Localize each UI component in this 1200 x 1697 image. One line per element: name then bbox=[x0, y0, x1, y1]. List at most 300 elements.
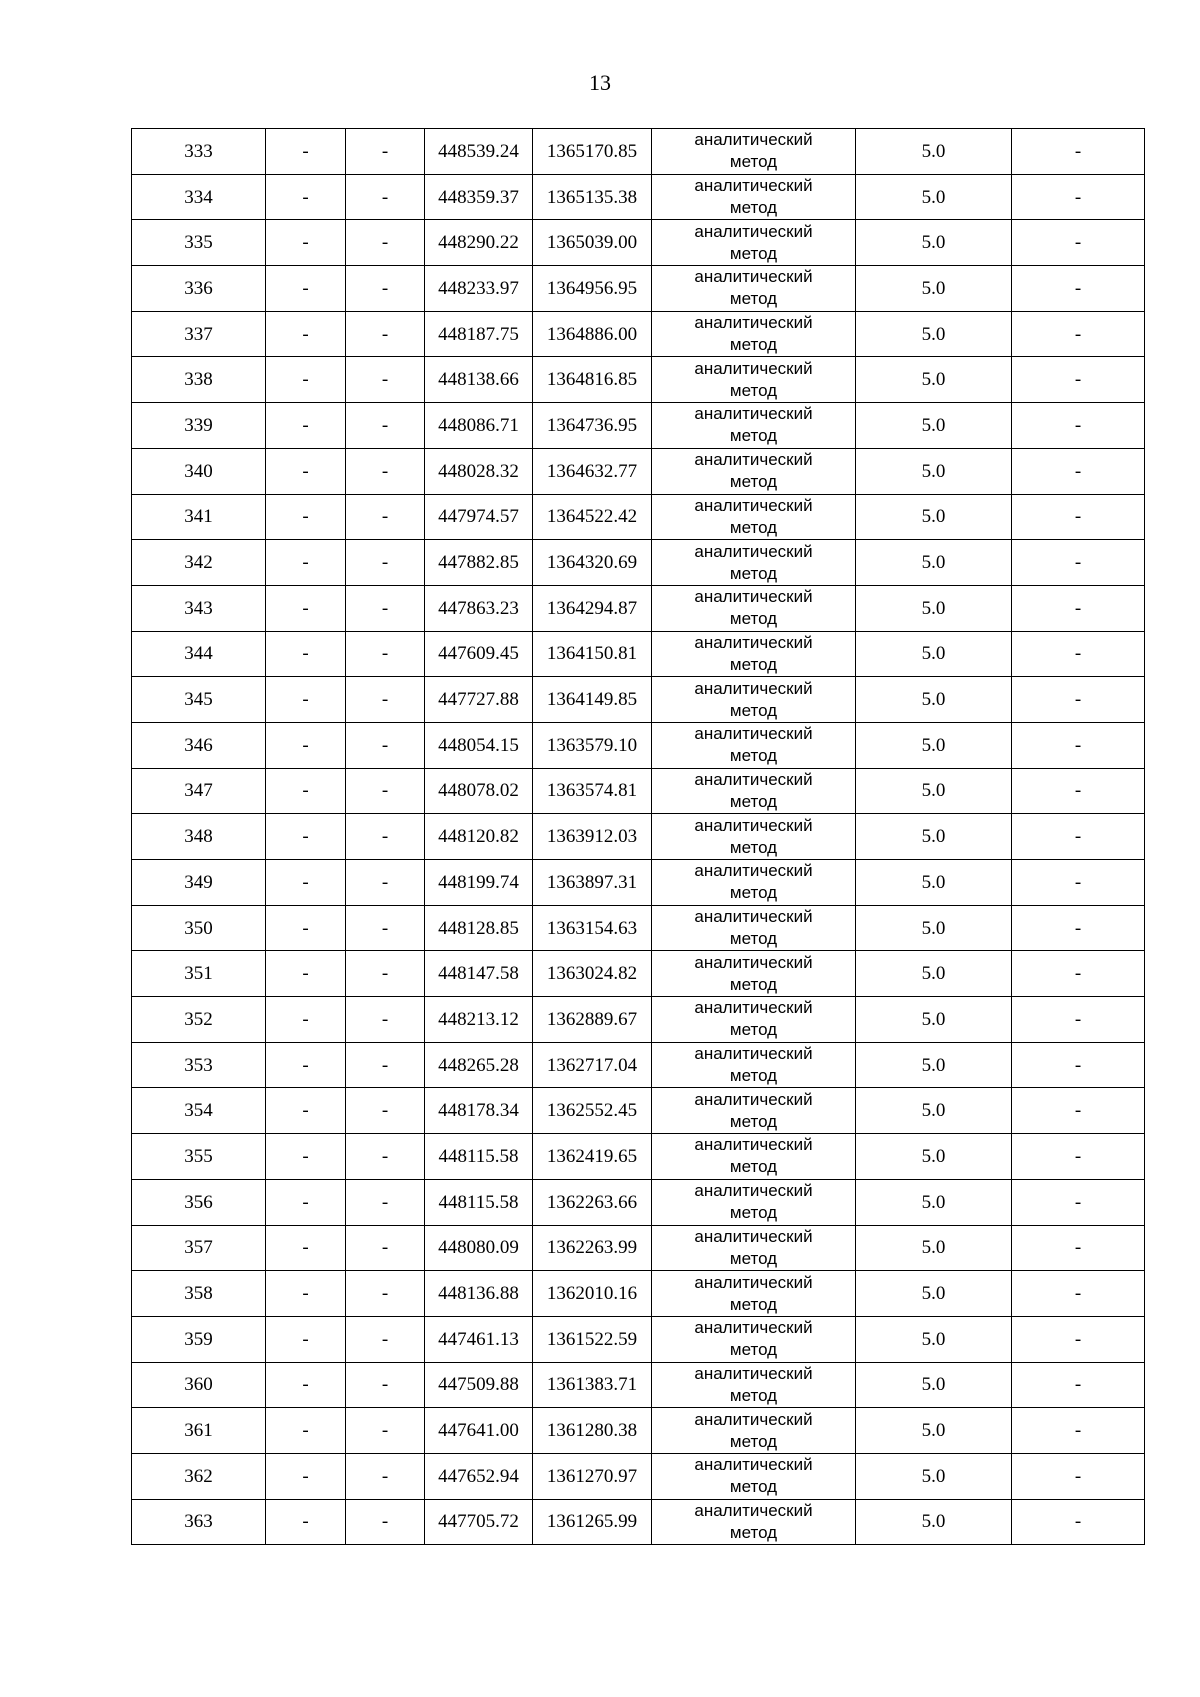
point-number-cell: 333 bbox=[132, 129, 266, 175]
method-line-2: метод bbox=[729, 1477, 778, 1497]
method-line-1: аналитический bbox=[694, 587, 813, 607]
accuracy-cell: 5.0 bbox=[856, 997, 1012, 1043]
x-coordinate-cell: 448233.97 bbox=[425, 266, 533, 312]
method-line-2: метод bbox=[729, 1522, 778, 1542]
accuracy-cell: 5.0 bbox=[856, 677, 1012, 723]
y-coordinate-cell: 1362889.67 bbox=[533, 997, 652, 1043]
accuracy-cell: 5.0 bbox=[856, 129, 1012, 175]
note-cell: - bbox=[1012, 997, 1145, 1043]
empty-cell: - bbox=[266, 1453, 346, 1499]
accuracy-cell: 5.0 bbox=[856, 1271, 1012, 1317]
method-line-1: аналитический bbox=[694, 1135, 813, 1155]
method-line-1: аналитический bbox=[694, 1363, 813, 1383]
empty-cell: - bbox=[266, 631, 346, 677]
empty-cell: - bbox=[346, 1453, 425, 1499]
empty-cell: - bbox=[346, 1134, 425, 1180]
note-cell: - bbox=[1012, 1453, 1145, 1499]
x-coordinate-cell: 447641.00 bbox=[425, 1408, 533, 1454]
y-coordinate-cell: 1365170.85 bbox=[533, 129, 652, 175]
point-number-cell: 342 bbox=[132, 540, 266, 586]
method-line-2: метод bbox=[729, 289, 778, 309]
method-line-1: аналитический bbox=[694, 1409, 813, 1429]
method-cell bbox=[652, 1179, 856, 1225]
method-line-1: аналитический bbox=[694, 724, 813, 744]
empty-cell: - bbox=[346, 997, 425, 1043]
empty-cell: - bbox=[346, 1225, 425, 1271]
y-coordinate-cell: 1363024.82 bbox=[533, 951, 652, 997]
y-coordinate-cell: 1364320.69 bbox=[533, 540, 652, 586]
empty-cell: - bbox=[346, 860, 425, 906]
empty-cell: - bbox=[266, 860, 346, 906]
accuracy-cell: 5.0 bbox=[856, 631, 1012, 677]
empty-cell: - bbox=[266, 677, 346, 723]
empty-cell: - bbox=[266, 1362, 346, 1408]
empty-cell: - bbox=[346, 311, 425, 357]
point-number-cell: 344 bbox=[132, 631, 266, 677]
empty-cell: - bbox=[266, 1088, 346, 1134]
empty-cell: - bbox=[346, 174, 425, 220]
method-line-2: метод bbox=[729, 1385, 778, 1405]
note-cell: - bbox=[1012, 905, 1145, 951]
empty-cell: - bbox=[346, 585, 425, 631]
point-number-cell: 354 bbox=[132, 1088, 266, 1134]
x-coordinate-cell: 448147.58 bbox=[425, 951, 533, 997]
method-cell bbox=[652, 1499, 856, 1545]
y-coordinate-cell: 1362717.04 bbox=[533, 1042, 652, 1088]
y-coordinate-cell: 1361270.97 bbox=[533, 1453, 652, 1499]
empty-cell: - bbox=[266, 266, 346, 312]
table-row bbox=[132, 631, 1145, 677]
x-coordinate-cell: 448054.15 bbox=[425, 722, 533, 768]
accuracy-cell: 5.0 bbox=[856, 1408, 1012, 1454]
method-cell bbox=[652, 677, 856, 723]
y-coordinate-cell: 1365039.00 bbox=[533, 220, 652, 266]
accuracy-cell: 5.0 bbox=[856, 1088, 1012, 1134]
note-cell: - bbox=[1012, 494, 1145, 540]
point-number-cell: 349 bbox=[132, 860, 266, 906]
empty-cell: - bbox=[266, 1499, 346, 1545]
y-coordinate-cell: 1361280.38 bbox=[533, 1408, 652, 1454]
method-line-2: метод bbox=[729, 1203, 778, 1223]
y-coordinate-cell: 1362263.66 bbox=[533, 1179, 652, 1225]
method-line-1: аналитический bbox=[694, 495, 813, 515]
method-line-2: метод bbox=[729, 1294, 778, 1314]
empty-cell: - bbox=[266, 585, 346, 631]
method-line-2: метод bbox=[729, 974, 778, 994]
point-number-cell: 356 bbox=[132, 1179, 266, 1225]
method-cell bbox=[652, 494, 856, 540]
y-coordinate-cell: 1365135.38 bbox=[533, 174, 652, 220]
method-line-1: аналитический bbox=[694, 541, 813, 561]
coordinates-table bbox=[131, 128, 1145, 1545]
point-number-cell: 353 bbox=[132, 1042, 266, 1088]
y-coordinate-cell: 1363154.63 bbox=[533, 905, 652, 951]
note-cell: - bbox=[1012, 448, 1145, 494]
method-line-1: аналитический bbox=[694, 130, 813, 150]
empty-cell: - bbox=[266, 357, 346, 403]
point-number-cell: 359 bbox=[132, 1316, 266, 1362]
method-cell bbox=[652, 311, 856, 357]
table-row bbox=[132, 722, 1145, 768]
x-coordinate-cell: 447974.57 bbox=[425, 494, 533, 540]
empty-cell: - bbox=[266, 174, 346, 220]
point-number-cell: 343 bbox=[132, 585, 266, 631]
method-line-1: аналитический bbox=[694, 952, 813, 972]
method-line-2: метод bbox=[729, 1248, 778, 1268]
x-coordinate-cell: 448080.09 bbox=[425, 1225, 533, 1271]
point-number-cell: 355 bbox=[132, 1134, 266, 1180]
x-coordinate-cell: 448115.58 bbox=[425, 1134, 533, 1180]
method-line-1: аналитический bbox=[694, 358, 813, 378]
point-number-cell: 337 bbox=[132, 311, 266, 357]
y-coordinate-cell: 1362010.16 bbox=[533, 1271, 652, 1317]
y-coordinate-cell: 1364149.85 bbox=[533, 677, 652, 723]
empty-cell: - bbox=[346, 494, 425, 540]
table-row bbox=[132, 1134, 1145, 1180]
empty-cell: - bbox=[266, 1179, 346, 1225]
point-number-cell: 350 bbox=[132, 905, 266, 951]
method-line-2: метод bbox=[729, 1340, 778, 1360]
method-line-1: аналитический bbox=[694, 907, 813, 927]
empty-cell: - bbox=[346, 1408, 425, 1454]
table-row bbox=[132, 540, 1145, 586]
point-number-cell: 334 bbox=[132, 174, 266, 220]
accuracy-cell: 5.0 bbox=[856, 174, 1012, 220]
method-line-2: метод bbox=[729, 517, 778, 537]
empty-cell: - bbox=[346, 905, 425, 951]
point-number-cell: 360 bbox=[132, 1362, 266, 1408]
empty-cell: - bbox=[346, 220, 425, 266]
method-line-2: метод bbox=[729, 700, 778, 720]
table-row bbox=[132, 997, 1145, 1043]
x-coordinate-cell: 447882.85 bbox=[425, 540, 533, 586]
empty-cell: - bbox=[346, 403, 425, 449]
table-row bbox=[132, 494, 1145, 540]
x-coordinate-cell: 448187.75 bbox=[425, 311, 533, 357]
empty-cell: - bbox=[346, 1362, 425, 1408]
method-line-2: метод bbox=[729, 335, 778, 355]
note-cell: - bbox=[1012, 403, 1145, 449]
empty-cell: - bbox=[266, 220, 346, 266]
method-cell bbox=[652, 905, 856, 951]
method-cell bbox=[652, 997, 856, 1043]
method-cell bbox=[652, 1408, 856, 1454]
accuracy-cell: 5.0 bbox=[856, 266, 1012, 312]
method-line-1: аналитический bbox=[694, 769, 813, 789]
note-cell: - bbox=[1012, 951, 1145, 997]
method-line-1: аналитический bbox=[694, 1318, 813, 1338]
x-coordinate-cell: 448136.88 bbox=[425, 1271, 533, 1317]
y-coordinate-cell: 1364886.00 bbox=[533, 311, 652, 357]
note-cell: - bbox=[1012, 220, 1145, 266]
accuracy-cell: 5.0 bbox=[856, 357, 1012, 403]
x-coordinate-cell: 448359.37 bbox=[425, 174, 533, 220]
y-coordinate-cell: 1364816.85 bbox=[533, 357, 652, 403]
table-row bbox=[132, 1225, 1145, 1271]
table-row bbox=[132, 1499, 1145, 1545]
table-row bbox=[132, 311, 1145, 357]
x-coordinate-cell: 447727.88 bbox=[425, 677, 533, 723]
y-coordinate-cell: 1364294.87 bbox=[533, 585, 652, 631]
y-coordinate-cell: 1364736.95 bbox=[533, 403, 652, 449]
point-number-cell: 339 bbox=[132, 403, 266, 449]
method-cell bbox=[652, 357, 856, 403]
table-row bbox=[132, 1453, 1145, 1499]
note-cell: - bbox=[1012, 768, 1145, 814]
accuracy-cell: 5.0 bbox=[856, 1179, 1012, 1225]
empty-cell: - bbox=[346, 1179, 425, 1225]
method-cell bbox=[652, 860, 856, 906]
accuracy-cell: 5.0 bbox=[856, 540, 1012, 586]
method-cell bbox=[652, 1225, 856, 1271]
empty-cell: - bbox=[346, 266, 425, 312]
accuracy-cell: 5.0 bbox=[856, 722, 1012, 768]
method-line-1: аналитический bbox=[694, 1455, 813, 1475]
note-cell: - bbox=[1012, 1088, 1145, 1134]
x-coordinate-cell: 448199.74 bbox=[425, 860, 533, 906]
point-number-cell: 351 bbox=[132, 951, 266, 997]
table-row bbox=[132, 220, 1145, 266]
point-number-cell: 357 bbox=[132, 1225, 266, 1271]
point-number-cell: 363 bbox=[132, 1499, 266, 1545]
method-cell bbox=[652, 448, 856, 494]
empty-cell: - bbox=[266, 1225, 346, 1271]
table-row bbox=[132, 266, 1145, 312]
table-row bbox=[132, 677, 1145, 723]
note-cell: - bbox=[1012, 540, 1145, 586]
empty-cell: - bbox=[266, 311, 346, 357]
method-cell bbox=[652, 403, 856, 449]
table-row bbox=[132, 951, 1145, 997]
method-line-1: аналитический bbox=[694, 861, 813, 881]
table-row bbox=[132, 1362, 1145, 1408]
point-number-cell: 348 bbox=[132, 814, 266, 860]
y-coordinate-cell: 1364632.77 bbox=[533, 448, 652, 494]
empty-cell: - bbox=[266, 1316, 346, 1362]
accuracy-cell: 5.0 bbox=[856, 860, 1012, 906]
table-row bbox=[132, 1088, 1145, 1134]
note-cell: - bbox=[1012, 1271, 1145, 1317]
table-row bbox=[132, 814, 1145, 860]
empty-cell: - bbox=[266, 1271, 346, 1317]
table-row bbox=[132, 1316, 1145, 1362]
note-cell: - bbox=[1012, 129, 1145, 175]
empty-cell: - bbox=[346, 951, 425, 997]
note-cell: - bbox=[1012, 860, 1145, 906]
method-line-1: аналитический bbox=[694, 176, 813, 196]
method-line-2: метод bbox=[729, 1020, 778, 1040]
x-coordinate-cell: 448290.22 bbox=[425, 220, 533, 266]
empty-cell: - bbox=[266, 722, 346, 768]
empty-cell: - bbox=[346, 129, 425, 175]
empty-cell: - bbox=[266, 129, 346, 175]
x-coordinate-cell: 448265.28 bbox=[425, 1042, 533, 1088]
method-line-2: метод bbox=[729, 152, 778, 172]
method-line-2: метод bbox=[729, 609, 778, 629]
method-line-1: аналитический bbox=[694, 815, 813, 835]
accuracy-cell: 5.0 bbox=[856, 311, 1012, 357]
empty-cell: - bbox=[266, 814, 346, 860]
point-number-cell: 336 bbox=[132, 266, 266, 312]
method-line-1: аналитический bbox=[694, 998, 813, 1018]
note-cell: - bbox=[1012, 1179, 1145, 1225]
y-coordinate-cell: 1361522.59 bbox=[533, 1316, 652, 1362]
method-line-2: метод bbox=[729, 198, 778, 218]
note-cell: - bbox=[1012, 631, 1145, 677]
table-row bbox=[132, 1179, 1145, 1225]
empty-cell: - bbox=[266, 540, 346, 586]
table-row bbox=[132, 1271, 1145, 1317]
method-cell bbox=[652, 540, 856, 586]
method-line-1: аналитический bbox=[694, 632, 813, 652]
point-number-cell: 347 bbox=[132, 768, 266, 814]
method-line-2: метод bbox=[729, 1157, 778, 1177]
empty-cell: - bbox=[346, 677, 425, 723]
method-line-2: метод bbox=[729, 243, 778, 263]
method-cell bbox=[652, 631, 856, 677]
empty-cell: - bbox=[266, 403, 346, 449]
empty-cell: - bbox=[266, 1042, 346, 1088]
table-row bbox=[132, 905, 1145, 951]
table-row bbox=[132, 403, 1145, 449]
note-cell: - bbox=[1012, 585, 1145, 631]
empty-cell: - bbox=[346, 357, 425, 403]
method-cell bbox=[652, 174, 856, 220]
x-coordinate-cell: 448086.71 bbox=[425, 403, 533, 449]
y-coordinate-cell: 1362263.99 bbox=[533, 1225, 652, 1271]
table-row bbox=[132, 1408, 1145, 1454]
accuracy-cell: 5.0 bbox=[856, 951, 1012, 997]
accuracy-cell: 5.0 bbox=[856, 768, 1012, 814]
empty-cell: - bbox=[346, 448, 425, 494]
method-line-1: аналитический bbox=[694, 267, 813, 287]
method-cell bbox=[652, 814, 856, 860]
y-coordinate-cell: 1364522.42 bbox=[533, 494, 652, 540]
method-line-2: метод bbox=[729, 472, 778, 492]
method-line-1: аналитический bbox=[694, 404, 813, 424]
x-coordinate-cell: 448128.85 bbox=[425, 905, 533, 951]
method-cell bbox=[652, 1316, 856, 1362]
accuracy-cell: 5.0 bbox=[856, 1316, 1012, 1362]
y-coordinate-cell: 1362552.45 bbox=[533, 1088, 652, 1134]
note-cell: - bbox=[1012, 357, 1145, 403]
method-cell bbox=[652, 129, 856, 175]
method-cell bbox=[652, 1362, 856, 1408]
note-cell: - bbox=[1012, 311, 1145, 357]
method-cell bbox=[652, 1042, 856, 1088]
method-line-2: метод bbox=[729, 426, 778, 446]
empty-cell: - bbox=[266, 1408, 346, 1454]
accuracy-cell: 5.0 bbox=[856, 494, 1012, 540]
note-cell: - bbox=[1012, 1316, 1145, 1362]
table-body bbox=[132, 129, 1145, 1545]
x-coordinate-cell: 447863.23 bbox=[425, 585, 533, 631]
empty-cell: - bbox=[346, 1499, 425, 1545]
note-cell: - bbox=[1012, 814, 1145, 860]
method-cell bbox=[652, 1134, 856, 1180]
method-cell bbox=[652, 585, 856, 631]
table-row bbox=[132, 768, 1145, 814]
note-cell: - bbox=[1012, 1499, 1145, 1545]
note-cell: - bbox=[1012, 677, 1145, 723]
method-line-1: аналитический bbox=[694, 1089, 813, 1109]
method-cell bbox=[652, 266, 856, 312]
method-line-1: аналитический bbox=[694, 1044, 813, 1064]
method-line-1: аналитический bbox=[694, 1272, 813, 1292]
method-line-2: метод bbox=[729, 1111, 778, 1131]
accuracy-cell: 5.0 bbox=[856, 1225, 1012, 1271]
x-coordinate-cell: 448178.34 bbox=[425, 1088, 533, 1134]
method-line-2: метод bbox=[729, 563, 778, 583]
method-line-1: аналитический bbox=[694, 313, 813, 333]
y-coordinate-cell: 1364150.81 bbox=[533, 631, 652, 677]
method-line-1: аналитический bbox=[694, 678, 813, 698]
table-row bbox=[132, 129, 1145, 175]
method-cell bbox=[652, 1453, 856, 1499]
x-coordinate-cell: 447652.94 bbox=[425, 1453, 533, 1499]
empty-cell: - bbox=[266, 1134, 346, 1180]
note-cell: - bbox=[1012, 1362, 1145, 1408]
method-cell bbox=[652, 951, 856, 997]
table-row bbox=[132, 448, 1145, 494]
accuracy-cell: 5.0 bbox=[856, 814, 1012, 860]
accuracy-cell: 5.0 bbox=[856, 1453, 1012, 1499]
method-cell bbox=[652, 1271, 856, 1317]
empty-cell: - bbox=[346, 814, 425, 860]
method-line-2: метод bbox=[729, 883, 778, 903]
point-number-cell: 341 bbox=[132, 494, 266, 540]
empty-cell: - bbox=[266, 768, 346, 814]
x-coordinate-cell: 448028.32 bbox=[425, 448, 533, 494]
method-line-2: метод bbox=[729, 1066, 778, 1086]
y-coordinate-cell: 1363574.81 bbox=[533, 768, 652, 814]
point-number-cell: 362 bbox=[132, 1453, 266, 1499]
method-line-2: метод bbox=[729, 1431, 778, 1451]
accuracy-cell: 5.0 bbox=[856, 585, 1012, 631]
method-line-2: метод bbox=[729, 837, 778, 857]
x-coordinate-cell: 447609.45 bbox=[425, 631, 533, 677]
method-line-1: аналитический bbox=[694, 221, 813, 241]
point-number-cell: 345 bbox=[132, 677, 266, 723]
method-line-2: метод bbox=[729, 791, 778, 811]
x-coordinate-cell: 447461.13 bbox=[425, 1316, 533, 1362]
method-line-2: метод bbox=[729, 380, 778, 400]
point-number-cell: 352 bbox=[132, 997, 266, 1043]
point-number-cell: 340 bbox=[132, 448, 266, 494]
method-line-1: аналитический bbox=[694, 1226, 813, 1246]
page-number: 13 bbox=[589, 70, 611, 95]
y-coordinate-cell: 1363579.10 bbox=[533, 722, 652, 768]
note-cell: - bbox=[1012, 1042, 1145, 1088]
accuracy-cell: 5.0 bbox=[856, 448, 1012, 494]
empty-cell: - bbox=[346, 1042, 425, 1088]
method-line-2: метод bbox=[729, 654, 778, 674]
method-line-2: метод bbox=[729, 929, 778, 949]
y-coordinate-cell: 1361383.71 bbox=[533, 1362, 652, 1408]
table-row bbox=[132, 357, 1145, 403]
table-row bbox=[132, 174, 1145, 220]
empty-cell: - bbox=[346, 1316, 425, 1362]
note-cell: - bbox=[1012, 1134, 1145, 1180]
x-coordinate-cell: 448120.82 bbox=[425, 814, 533, 860]
empty-cell: - bbox=[346, 1088, 425, 1134]
x-coordinate-cell: 448138.66 bbox=[425, 357, 533, 403]
method-cell bbox=[652, 220, 856, 266]
point-number-cell: 338 bbox=[132, 357, 266, 403]
empty-cell: - bbox=[266, 494, 346, 540]
x-coordinate-cell: 448078.02 bbox=[425, 768, 533, 814]
empty-cell: - bbox=[266, 997, 346, 1043]
